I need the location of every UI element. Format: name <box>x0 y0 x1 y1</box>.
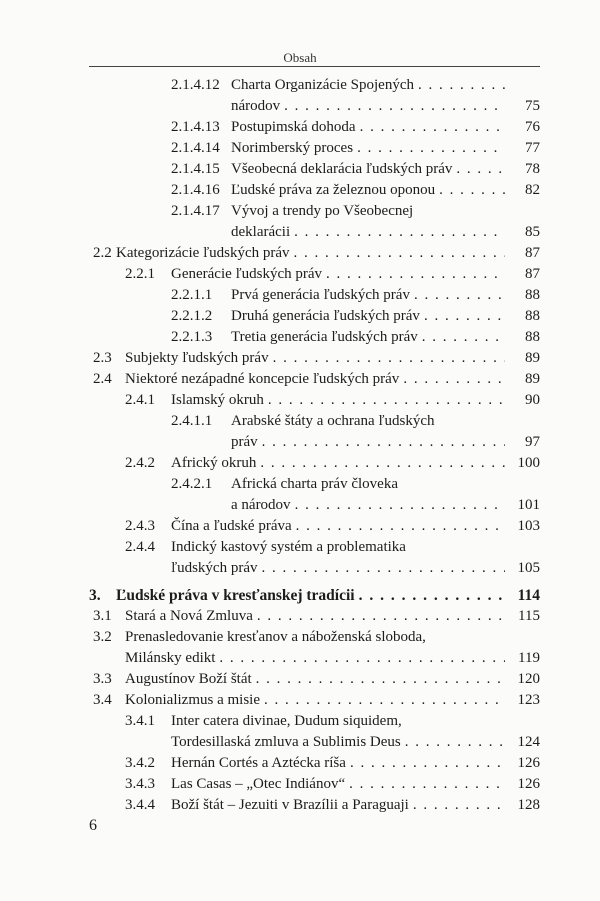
toc-entry-page: 89 <box>525 350 540 366</box>
toc-entry-number: 3.4.2 <box>125 755 155 771</box>
toc-entry-page: 88 <box>525 287 540 303</box>
dot-leader <box>414 285 505 306</box>
toc-entry-title: deklarácii <box>231 224 291 240</box>
toc-entry <box>0 222 600 243</box>
toc-entry <box>0 537 600 558</box>
toc-entry-number: 2.2 <box>93 245 112 261</box>
toc-entry-page: 77 <box>525 140 540 156</box>
toc-entry-title: Tordesillaská zmluva a Sublimis Deus <box>171 734 401 750</box>
toc-entry <box>0 711 600 732</box>
toc-entry <box>0 96 600 117</box>
toc-entry-page: 75 <box>525 98 540 114</box>
toc-entry-title: Stará a Nová Zmluva <box>125 608 253 624</box>
toc-entry-number: 3.2 <box>93 629 112 645</box>
toc-entry <box>0 159 600 180</box>
dot-leader <box>273 348 505 369</box>
toc-entry-page: 114 <box>517 587 540 604</box>
toc-entry-number: 3. <box>89 587 101 604</box>
dot-leader <box>268 390 505 411</box>
toc-entry-title: práv <box>231 434 258 450</box>
toc-entry-number: 3.4.1 <box>125 713 155 729</box>
toc-entry-title: Čína a ľudské práva <box>171 518 292 534</box>
toc-entry-page: 100 <box>517 455 540 471</box>
toc-entry-title: Charta Organizácie Spojených <box>231 77 414 93</box>
toc-entry-page: 89 <box>525 371 540 387</box>
toc-entry-page: 103 <box>517 518 540 534</box>
dot-leader <box>350 753 505 774</box>
table-of-contents <box>0 75 600 816</box>
header-rule <box>89 66 540 67</box>
dot-leader <box>219 648 505 669</box>
toc-entry <box>0 348 600 369</box>
toc-entry <box>0 243 600 264</box>
toc-entry-title: Niektoré nezápadné koncepcie ľudských práv <box>125 371 400 387</box>
toc-entry-title: Všeobecná deklarácia ľudských práv <box>231 161 453 177</box>
dot-leader <box>422 327 505 348</box>
running-head: Obsah <box>283 50 317 65</box>
toc-entry <box>0 732 600 753</box>
toc-entry-title: Ľudské práva za železnou oponou <box>231 182 436 198</box>
toc-entry-title: Prenasledovanie kresťanov a náboženská sloboda, <box>125 629 426 645</box>
toc-entry-title: Tretia generácia ľudských práv <box>231 329 418 345</box>
toc-entry <box>0 690 600 711</box>
toc-entry-page: 76 <box>525 119 540 135</box>
dot-leader <box>262 432 505 453</box>
toc-entry-number: 2.2.1 <box>125 266 155 282</box>
toc-entry-number: 2.1.4.17 <box>171 203 220 219</box>
toc-entry-title: Indický kastový systém a problematika <box>171 539 406 555</box>
toc-entry-number: 2.1.4.12 <box>171 77 220 93</box>
toc-entry-title: Boží štát – Jezuiti v Brazílii a Paraguaji <box>171 797 409 813</box>
toc-entry-page: 119 <box>518 650 540 666</box>
toc-entry <box>0 774 600 795</box>
toc-entry-page: 82 <box>525 182 540 198</box>
toc-entry-number: 3.4 <box>93 692 112 708</box>
toc-entry <box>0 585 600 606</box>
toc-entry-page: 128 <box>517 797 540 813</box>
dot-leader <box>294 222 505 243</box>
toc-entry-title: a národov <box>231 497 291 513</box>
toc-entry-title: Africká charta práv človeka <box>231 476 398 492</box>
toc-entry <box>0 201 600 222</box>
toc-entry <box>0 390 600 411</box>
toc-entry-title: Norimberský proces <box>231 140 354 156</box>
dot-leader <box>359 585 505 606</box>
toc-entry-number: 2.3 <box>93 350 112 366</box>
dot-leader <box>413 795 505 816</box>
toc-entry <box>0 285 600 306</box>
dot-leader <box>424 306 505 327</box>
toc-entry-title: Kategorizácie ľudských práv <box>116 245 290 261</box>
toc-entry-number: 2.2.1.2 <box>171 308 213 324</box>
toc-entry-title: Hernán Cortés a Aztécka ríša <box>171 755 346 771</box>
dot-leader <box>349 774 505 795</box>
toc-entry <box>0 474 600 495</box>
dot-leader <box>418 75 505 96</box>
toc-entry-page: 88 <box>525 329 540 345</box>
page-number: 6 <box>89 817 97 834</box>
toc-entry-title: Postupimská dohoda <box>231 119 356 135</box>
toc-entry-title: Inter catera divinae, Dudum siquidem, <box>171 713 402 729</box>
dot-leader <box>357 138 505 159</box>
toc-entry-number: 2.2.1.3 <box>171 329 213 345</box>
toc-entry-page: 126 <box>517 776 540 792</box>
dot-leader <box>262 558 506 579</box>
toc-entry-number: 2.4.2 <box>125 455 155 471</box>
toc-entry-number: 2.1.4.15 <box>171 161 220 177</box>
toc-entry <box>0 648 600 669</box>
toc-entry-page: 105 <box>517 560 540 576</box>
dot-leader <box>295 495 505 516</box>
toc-entry-page: 87 <box>525 266 540 282</box>
toc-entry-title: Islamský okruh <box>171 392 264 408</box>
toc-entry-number: 2.4.1 <box>125 392 155 408</box>
toc-entry <box>0 606 600 627</box>
toc-entry-number: 2.4.4 <box>125 539 155 555</box>
toc-entry-page: 85 <box>525 224 540 240</box>
toc-entry-title: národov <box>231 98 281 114</box>
dot-leader <box>439 180 505 201</box>
dot-leader <box>326 264 505 285</box>
toc-entry <box>0 411 600 432</box>
dot-leader <box>264 690 505 711</box>
toc-entry-title: Kolonializmus a misie <box>125 692 260 708</box>
toc-entry <box>0 117 600 138</box>
toc-entry-number: 3.1 <box>93 608 112 624</box>
toc-entry-page: 90 <box>525 392 540 408</box>
toc-entry <box>0 516 600 537</box>
toc-entry-title: Las Casas – „Otec Indiánov“ <box>171 776 346 792</box>
toc-entry-title: Augustínov Boží štát <box>125 671 252 687</box>
toc-entry-number: 2.1.4.14 <box>171 140 220 156</box>
toc-entry-page: 126 <box>517 755 540 771</box>
toc-entry-number: 3.4.4 <box>125 797 155 813</box>
toc-entry-number: 2.1.4.16 <box>171 182 220 198</box>
toc-entry <box>0 306 600 327</box>
toc-entry-page: 101 <box>517 497 540 513</box>
toc-entry <box>0 432 600 453</box>
toc-entry <box>0 453 600 474</box>
toc-entry-page: 115 <box>518 608 540 624</box>
toc-entry-number: 2.4 <box>93 371 112 387</box>
toc-entry <box>0 753 600 774</box>
dot-leader <box>296 516 505 537</box>
toc-entry-page: 78 <box>525 161 540 177</box>
dot-leader <box>403 369 505 390</box>
toc-entry-page: 120 <box>517 671 540 687</box>
toc-entry <box>0 495 600 516</box>
toc-entry-title: Druhá generácia ľudských práv <box>231 308 420 324</box>
toc-entry-number: 2.4.3 <box>125 518 155 534</box>
dot-leader <box>284 96 505 117</box>
dot-leader <box>456 159 505 180</box>
toc-entry-page: 124 <box>517 734 540 750</box>
toc-entry-number: 2.4.1.1 <box>171 413 213 429</box>
toc-entry-page: 97 <box>525 434 540 450</box>
toc-entry <box>0 138 600 159</box>
dot-leader <box>260 453 505 474</box>
toc-entry <box>0 558 600 579</box>
toc-entry-title: Subjekty ľudských práv <box>125 350 269 366</box>
toc-entry-title: Vývoj a trendy po Všeobecnej <box>231 203 414 219</box>
toc-entry <box>0 795 600 816</box>
toc-entry-number: 2.4.2.1 <box>171 476 213 492</box>
dot-leader <box>405 732 505 753</box>
dot-leader <box>256 669 505 690</box>
toc-entry <box>0 264 600 285</box>
toc-entry-title: Ľudské práva v kresťanskej tradícii <box>116 587 355 604</box>
toc-entry-title: Milánsky edikt <box>125 650 216 666</box>
toc-entry <box>0 327 600 348</box>
toc-entry <box>0 669 600 690</box>
toc-entry-title: Africký okruh <box>171 455 257 471</box>
toc-entry-title: Generácie ľudských práv <box>171 266 323 282</box>
toc-entry-page: 123 <box>517 692 540 708</box>
toc-entry-title: Prvá generácia ľudských práv <box>231 287 410 303</box>
toc-entry-page: 88 <box>525 308 540 324</box>
dot-leader <box>294 243 505 264</box>
toc-entry-title: ľudských práv <box>171 560 258 576</box>
toc-entry <box>0 627 600 648</box>
toc-entry-title: Arabské štáty a ochrana ľudských <box>231 413 435 429</box>
dot-leader <box>360 117 505 138</box>
toc-entry-number: 2.2.1.1 <box>171 287 213 303</box>
toc-entry <box>0 369 600 390</box>
toc-entry-number: 2.1.4.13 <box>171 119 220 135</box>
dot-leader <box>257 606 505 627</box>
toc-entry-number: 3.3 <box>93 671 112 687</box>
toc-entry-number: 3.4.3 <box>125 776 155 792</box>
toc-entry <box>0 75 600 96</box>
toc-entry-page: 87 <box>525 245 540 261</box>
toc-entry <box>0 180 600 201</box>
